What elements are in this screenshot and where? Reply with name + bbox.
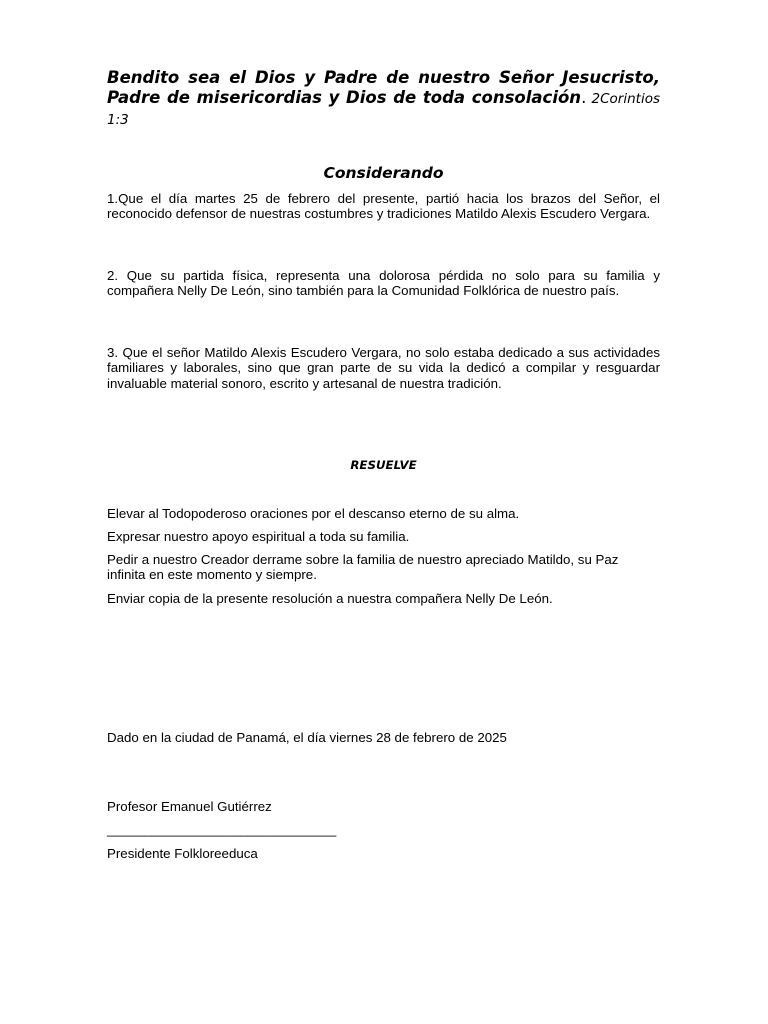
resuelve-item-1: Elevar al Todopoderoso oraciones por el descanso eterno de su alma. <box>107 506 520 521</box>
document-page <box>107 68 660 861</box>
considerando-paragraph-2: 2. Que su partida física, representa una dolorosa pérdida no solo para su familia y compañera Nelly De León, sino también para la Comunidad Folklórica de nuestro país. <box>107 268 660 299</box>
signature-line: _______________________________ <box>107 822 337 837</box>
signer-name: Profesor Emanuel Gutiérrez <box>107 799 272 814</box>
resuelve-heading: RESUELVE <box>350 458 417 472</box>
epigraph <box>107 68 660 131</box>
signer-role: Presidente Folkloreeduca <box>107 846 258 861</box>
epigraph-quote: Bendito sea el Dios y Padre de nuestro Señor Jesucristo, Padre de misericordias y Dios de toda consolación <box>107 68 660 107</box>
considerando-paragraph-3: 3. Que el señor Matildo Alexis Escudero Vergara, no solo estaba dedicado a sus actividades familiares y laborales, sino que gran parte de su vida la dedicó a compilar y resguardar invaluable material sonoro, escrito y artesanal de nuestra tradición. <box>107 345 660 391</box>
dated-line: Dado en la ciudad de Panamá, el día viernes 28 de febrero de 2025 <box>107 730 507 745</box>
epigraph-citation: 2Corintios 1:3 <box>107 90 660 128</box>
resuelve-item-3: Pedir a nuestro Creador derrame sobre la familia de nuestro apreciado Matildo, su Paz infinita en este momento y siempre. <box>107 552 619 583</box>
considerando-heading: Considerando <box>323 164 444 182</box>
resuelve-item-4: Enviar copia de la presente resolución a nuestra compañera Nelly De León. <box>107 591 553 606</box>
resuelve-item-2: Expresar nuestro apoyo espiritual a toda su familia. <box>107 529 410 544</box>
considerando-paragraph-1: 1.Que el día martes 25 de febrero del presente, partió hacia los brazos del Señor, el reconocido defensor de nuestras costumbres y tradiciones Matildo Alexis Escudero Vergara. <box>107 191 660 222</box>
epigraph-separator: . <box>581 87 587 107</box>
